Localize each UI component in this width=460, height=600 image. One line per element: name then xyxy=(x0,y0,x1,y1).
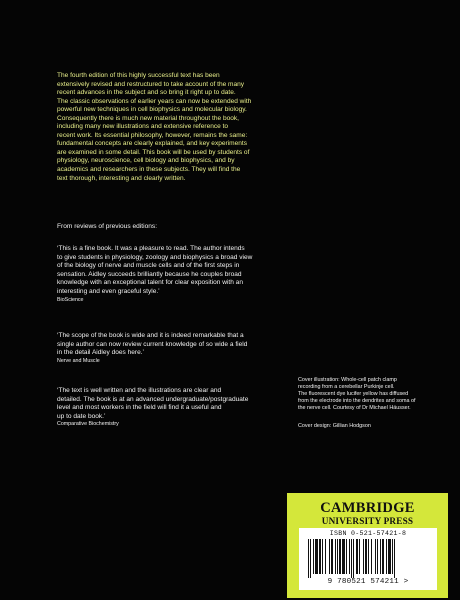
review-quote-line: knowledge with an exceptional talent for clear exposition with an xyxy=(57,279,243,287)
review-source: BioScience xyxy=(57,296,84,303)
cover-note-line: Cover illustration: Whole-cell patch clamp xyxy=(298,377,397,383)
blurb-line: are examined in some detail. This book will be used by students of xyxy=(57,148,250,156)
review-quote-line: up to date book.’ xyxy=(57,412,106,420)
barcode-bar xyxy=(308,539,309,578)
barcode-bar xyxy=(377,539,378,574)
cover-illustration-note xyxy=(298,377,450,412)
barcode-panel xyxy=(299,528,437,590)
blurb-line: extensively revised and restructured to take account of the many xyxy=(57,80,245,88)
blurb-line: fundamental concepts are clearly explained, and key experiments xyxy=(57,140,247,148)
review-quote-line: sensation. Aidley succeeds brilliantly because he couples broad xyxy=(57,270,242,278)
barcode-bar xyxy=(382,539,384,574)
review-quote-line: single author can now review current knowledge of so wide a field xyxy=(57,340,248,348)
barcode-bar xyxy=(335,539,336,574)
review-quote-line: ‘The text is well written and the illustrations are clear and xyxy=(57,387,222,394)
review-quote-line: detailed. The book is at an advanced undergraduate/postgraduate xyxy=(57,395,249,403)
cover-design-credit: Cover design: Gillian Hodgson xyxy=(298,423,371,429)
barcode-bar xyxy=(313,539,314,574)
blurb-line: physiology, neuroscience, cell biology and biophysics, and by xyxy=(57,157,235,165)
barcode-bar xyxy=(351,539,352,578)
barcode-bar xyxy=(388,539,391,574)
publisher-logo xyxy=(287,501,448,526)
cover-note-line: from the electrode into the dendrites and soma of xyxy=(298,398,416,405)
blurb-line: recent advances in the subject and so bring it right up to date. xyxy=(57,89,236,97)
barcode-bar xyxy=(386,539,387,574)
publisher-box xyxy=(287,493,448,598)
description-blurb xyxy=(57,72,323,183)
barcode-bar xyxy=(353,539,354,578)
barcode-bar xyxy=(375,539,376,574)
review-quote-line: interesting and even graceful style.’ xyxy=(57,287,160,295)
isbn-label: ISBN 0-521-57421-8 xyxy=(329,530,407,537)
review-quote-line: level and most workers in the field will find it a useful and xyxy=(57,404,222,412)
blurb-line: text thorough, interesting and clearly written. xyxy=(57,174,186,182)
barcode-bar xyxy=(356,539,358,574)
publisher-name-line1: CAMBRIDGE xyxy=(320,500,415,516)
blurb-line: powerful new techniques in cell biophysics and molecular biology. xyxy=(57,106,247,114)
review-quote-line: to give students in physiology, zoology and biophysics a broad view xyxy=(57,253,253,261)
barcode-bar xyxy=(363,539,364,574)
barcode-icon xyxy=(306,539,430,578)
barcode-bar xyxy=(339,539,341,574)
reviews-heading: From reviews of previous editions: xyxy=(57,223,158,230)
review-quote-line: ‘This is a fine book. It was a pleasure to read. The author intends xyxy=(57,245,245,252)
blurb-line: academics and researchers in these subjects. They will find the xyxy=(57,166,241,174)
blurb-line: The fourth edition of this highly successful text has been xyxy=(57,72,220,79)
blurb-line: The classic observations of earlier years can now be extended with xyxy=(57,97,252,105)
barcode-digits: 9 780521 574211 > xyxy=(327,578,409,586)
barcode-bar xyxy=(394,539,395,578)
barcode-bar xyxy=(342,539,345,574)
barcode-bar xyxy=(325,539,326,574)
review-source: Comparative Biochemistry xyxy=(57,421,119,428)
blurb-line: Consequently there is much new material throughout the book, xyxy=(57,114,239,122)
barcode-bar xyxy=(337,539,338,574)
barcode-bar xyxy=(319,539,321,574)
barcode-bar xyxy=(392,539,393,574)
review-quote-line: ‘The scope of the book is wide and it is indeed remarkable that a xyxy=(57,332,244,339)
cover-note-line: recording from a cerebellar Purkinje cell. xyxy=(298,384,395,391)
review-block xyxy=(57,332,323,365)
barcode-bar xyxy=(359,539,360,574)
review-source: Nerve and Muscle xyxy=(57,357,100,364)
barcode-bar xyxy=(371,539,372,574)
barcode-bar xyxy=(380,539,381,574)
publisher-name-line2: UNIVERSITY PRESS xyxy=(321,516,414,526)
review-block xyxy=(57,387,323,428)
barcode-bar xyxy=(331,539,333,574)
barcode-bar xyxy=(315,539,318,574)
cover-note-line: The fluorescent dye lucifer yellow has diffused xyxy=(298,391,409,398)
review-quote-line: in the detail Aidley does here.’ xyxy=(57,349,144,357)
barcode-bar xyxy=(368,539,369,574)
barcode-bar xyxy=(310,539,311,578)
barcode-bar xyxy=(365,539,367,574)
blurb-line: recent work. Its essential philosophy, however, remains the same: xyxy=(57,131,248,139)
barcode-bar xyxy=(349,539,350,574)
cover-note-line: the nerve cell. Courtesy of Dr Michael Häusser. xyxy=(298,405,411,412)
review-quote-line: of the biology of nerve and muscle cells and of the first steps in xyxy=(57,262,240,270)
review-block xyxy=(57,245,323,304)
barcode-bar xyxy=(346,539,347,574)
blurb-line: including many new illustrations and extensive reference to xyxy=(57,123,229,131)
barcode-bar xyxy=(322,539,323,574)
barcode-bar xyxy=(329,539,330,574)
